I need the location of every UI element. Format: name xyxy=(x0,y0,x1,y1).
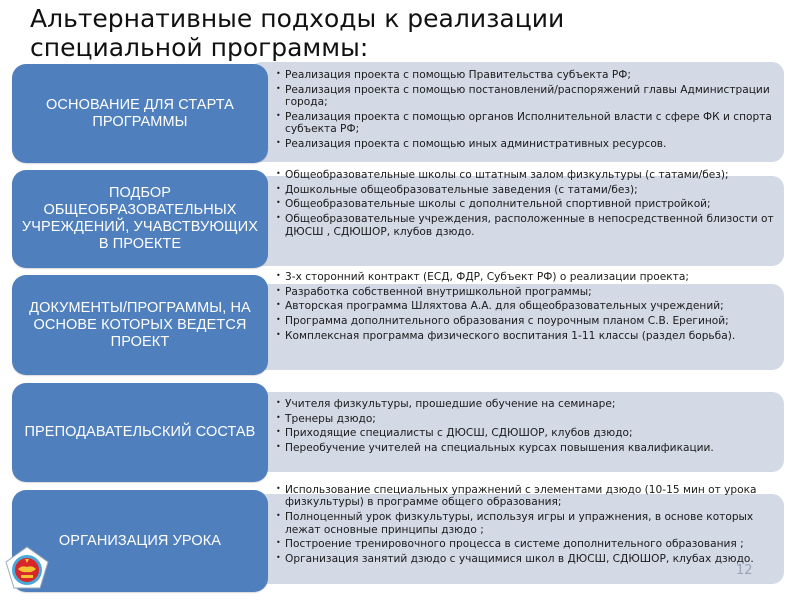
list-item: • Учителя физкультуры, прошедшие обучение на семинаре; xyxy=(275,398,782,410)
list-item: • Построение тренировочного процесса в системе дополнительного образования ; xyxy=(275,538,782,550)
heading-label: ПРЕПОДАВАТЕЛЬСКИЙ СОСТАВ xyxy=(24,424,256,440)
heading-label: ОРГАНИЗАЦИЯ УРОКА xyxy=(58,532,222,549)
bullet-list xyxy=(275,271,782,345)
list-item: • Авторская программа Шляхтова А.А. для общеобразовательных учреждений; xyxy=(275,300,782,312)
list-item: • Общеобразовательные школы с дополнительной спортивной пристройкой; xyxy=(275,198,782,210)
list-item: • Общеобразовательные учреждения, расположенные в непосредственной близости от ДЮСШ , СДЮШОР, клубов дзюдо. xyxy=(275,213,782,238)
list-item: • Комплексная программа физического воспитания 1-11 классы (раздел борьба). xyxy=(275,330,782,342)
list-item: • Приходящие специалисты с ДЮСШ, СДЮШОР, клубов дзюдо; xyxy=(275,427,782,439)
list-item: • Реализация проекта с помощью иных административных ресурсов. xyxy=(275,138,782,150)
heading-label: ПОДБОР ОБЩЕОБРАЗОВАТЕЛЬНЫХ УЧРЕЖДЕНИЙ, УЧАВСТВУЮЩИХ В ПРОЕКТЕ xyxy=(21,185,259,252)
bullet-list xyxy=(275,169,782,240)
list-item: • Разработка собственной внутришкольной программы; xyxy=(275,286,782,298)
heading-label: ДОКУМЕНТЫ/ПРОГРАММЫ, НА ОСНОВЕ КОТОРЫХ ВЕДЕТСЯ ПРОЕКТ xyxy=(29,299,251,350)
list-item: • Полноценный урок физкультуры, используя игры и упражнения, в основе которых лежат основные принципы дзюдо ; xyxy=(275,511,782,536)
list-item: • Дошкольные общеобразовательные заведения (с татами/без); xyxy=(275,184,782,196)
slide-title-line-1: Альтернативные подходы к реализации xyxy=(30,4,565,33)
list-item: • Программа дополнительного образования с поурочным планом С.В. Eрегиной; xyxy=(275,315,782,327)
list-item: • Организация занятий дзюдо с учащимися школ в ДЮСШ, СДЮШОР, клубах дзюдо. xyxy=(275,553,782,565)
judo-federation-emblem-icon xyxy=(4,545,50,591)
heading-box xyxy=(12,275,268,375)
page-number: 12 xyxy=(736,563,753,578)
list-item: • Тренеры дзюдо; xyxy=(275,413,782,425)
list-item: • Реализация проекта с помощью органов Исполнительной власти с сфере ФК и спорта субъекта РФ; xyxy=(275,111,782,136)
list-item: • Переобучение учителей на специальных курсах повышения квалификации. xyxy=(275,442,782,454)
slide-title-line-2: специальной программы: xyxy=(30,33,369,62)
bullet-list xyxy=(275,69,782,153)
bullet-list xyxy=(275,398,782,457)
bullet-list xyxy=(275,484,782,568)
heading-box xyxy=(12,490,268,592)
list-item: • Реализация проекта с помощью постановлений/распоряжений главы Администрации города; xyxy=(275,84,782,109)
heading-box xyxy=(12,170,268,268)
heading-label: ОСНОВАНИЕ ДЛЯ СТАРТА ПРОГРАММЫ xyxy=(46,96,234,130)
list-item: • Общеобразовательные школы со штатным залом физкультуры (с татами/без); xyxy=(275,169,782,181)
list-item: • Реализация проекта с помощью Правительства субъекта РФ; xyxy=(275,69,782,81)
heading-box xyxy=(12,383,268,482)
slide-title xyxy=(30,4,730,62)
list-item: • 3-х сторонний контракт (ЕСД, ФДР, Субъект РФ) о реализации проекта; xyxy=(275,271,782,283)
list-item: • Использование специальных упражнений с элементами дзюдо (10-15 мин от урока физкультуры) в программе общего образования; xyxy=(275,484,782,509)
heading-box xyxy=(12,64,268,163)
